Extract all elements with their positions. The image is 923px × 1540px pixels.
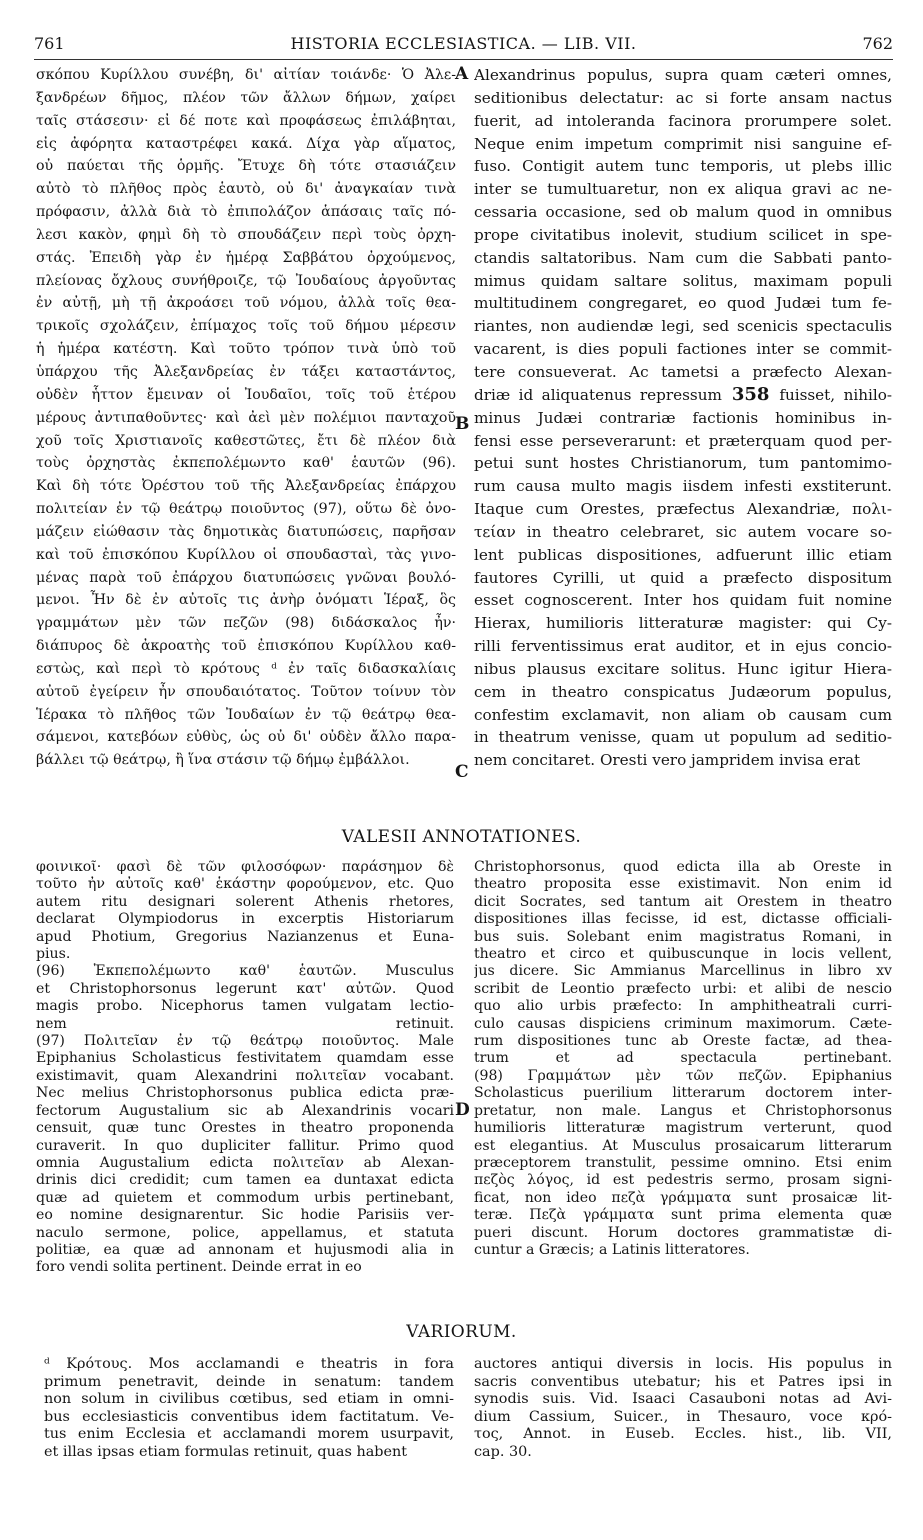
greek-text-line: ὑπάρχου τῆς Ἀλεξανδρείας ἐν τάξει καταστάντος, [36, 363, 456, 380]
running-title: HISTORIA ECCLESIASTICA. — LIB. VII. [290, 34, 637, 53]
greek-text-line: Καὶ δὴ τότε Ὀρέστου τοῦ τῆς Ἀλεξανδρείας ἐπάρχου [36, 478, 456, 495]
annotation-line: jus dicere. Sic Ammianus Marcellinus in libro xv [474, 963, 892, 980]
variorum-right-column [474, 1356, 892, 1462]
annotation-line: theatro et circo et quibuscunque in locis vellent, [474, 946, 892, 963]
variorum-line: cap. 30. [474, 1443, 532, 1460]
latin-text-line: ctandis saltatoribus. Nam cum die Sabbati panto- [474, 248, 892, 267]
variorum-line: τος, Annot. in Euseb. Eccles. hist., lib. VII, [474, 1426, 892, 1443]
greek-text-line: εστὼς, καὶ περὶ τὸ κρότους ᵈ ἐν ταῖς διδασκαλίαις [36, 660, 456, 677]
latin-text-line: Alexandrinus populus, supra quam cæteri omnes, [474, 66, 892, 84]
annotation-line: Scholasticus puerilium litterarum doctorem inter- [474, 1085, 892, 1102]
annotation-line: Epiphanius Scholasticus festivitatem quamdam esse [36, 1050, 454, 1067]
latin-text-line: cem in theatro conspicatus Judæorum populus, [474, 682, 892, 701]
greek-text-line: οὐδὲν ἧττον ἔμειναν οἱ Ἰουδαῖοι, τοῖς τοῦ ἑτέρου [36, 386, 456, 403]
latin-text-line: vacarent, is dies populi factiones inter se commit- [474, 340, 892, 359]
latin-text-line: multitudinem congregaret, eo quod Judæi tum fe- [474, 294, 892, 313]
annotation-line: est elegantius. At Musculus prosaicarum litterarum [474, 1137, 892, 1154]
annotation-line: et Christophorsonus legerunt κατ' αὐτῶν. Quod [36, 980, 454, 997]
annotation-line: culo causas dispiciens criminum maximorum. Cæte- [474, 1015, 892, 1032]
header-rule [34, 59, 893, 60]
annotation-line: magis probo. Nicephorus tamen vulgatam lectio- [36, 998, 454, 1015]
latin-text-line: fuso. Contigit autem tunc temporis, ut plebs illic [474, 157, 892, 176]
annotation-line: rum dispositiones tunc ab Oreste factæ, ad thea- [474, 1033, 892, 1050]
annotation-line: pueri discunt. Horum doctores grammatistæ di- [474, 1224, 892, 1241]
annotation-line: drinis dici credidit; cum tamen ea duntaxat edicta [36, 1172, 454, 1189]
greek-text-line: σάμενοι, κατεβόων εὐθὺς, ὡς οὐ δι' οὐδὲν ἄλλο παρα- [36, 729, 456, 746]
annotation-line: theatro proposita esse existimavit. Non enim id [474, 876, 892, 893]
greek-text-column [36, 64, 456, 772]
latin-text-line: prope civitatibus inolevit, studium scilicet in spe- [474, 225, 892, 244]
greek-text-line: λεσι κακὸν, φημὶ δὴ τὸ σπουδάζειν περὶ τοὺς ὀρχη- [36, 226, 456, 243]
variorum-section-title: VARIORUM. [406, 1322, 517, 1342]
annotation-line: (98) Γραμμάτων μὲν τῶν πεζῶν. Epiphanius [474, 1067, 892, 1084]
variorum-left-column [44, 1356, 454, 1462]
annotation-line: nem retinuit. [36, 1015, 454, 1032]
latin-text-line: fautores Cyrilli, ut quid a præfecto dispositum [474, 568, 892, 587]
margin-marker-d: D [455, 1100, 470, 1120]
latin-text-column [474, 64, 892, 772]
annotation-line: (97) Πολιτεῖαν ἐν τῷ θεάτρῳ ποιοῦντος. Male [36, 1033, 454, 1050]
greek-text-line: τοὺς ὀρχηστὰς ἐκπεπολέμωντο καθ' ἑαυτῶν (96). [36, 455, 456, 472]
greek-text-line: εἰς ἀφόρητα καταστρέφει κακά. Δίχα γὰρ αἵματος, [36, 135, 456, 152]
latin-text-line: petui sunt hostes Christianorum, tum pantomimo- [474, 454, 892, 473]
greek-text-line: μέρους ἀντιπαθοῦντες· καὶ ἀεὶ μὲν πολέμιοι πανταχοῦ [36, 409, 456, 426]
variorum-line: synodis suis. Vid. Isaaci Casauboni notas ad Avi- [474, 1391, 892, 1408]
greek-text-line: διάπυρος δὲ ἀκροατὴς τοῦ ἐπισκόπου Κυρίλλου καθ- [36, 638, 456, 655]
latin-text-line: mimus quidam saltare solitus, maximam populi [474, 271, 892, 290]
greek-text-line: μένας παρὰ τοῦ ἐπάρχου διατυπώσεις γνῶναι βουλό- [36, 569, 456, 586]
latin-text-line: fuerit, ad intoleranda facinora prorumpere solet. [474, 111, 892, 130]
greek-text-line: πλείονας ὄχλους συνήθροιζε, τῷ Ἰουδαίους ἀργοῦντας [36, 272, 456, 289]
latin-text-line: in theatrum venisse, quam ut populum ad seditio- [474, 728, 892, 747]
greek-text-line: ἡ ἡμέρα κατέστη. Καὶ τοῦτο τρόπον τινὰ ὑπὸ τοῦ [36, 341, 456, 358]
margin-marker-c: C [455, 762, 469, 782]
greek-text-line: ταῖς στάσεσιν· εἰ δέ ποτε καὶ προφάσεως ἐπιλάβηται, [36, 112, 456, 129]
annotation-line: πεζὸς λόγος, id est pedestris sermo, prosam signi- [474, 1172, 892, 1189]
annotation-line: præceptorem transtulit, pessime omnino. Etsi enim [474, 1154, 892, 1171]
annotation-line: humilioris litteraturæ magistrum verterunt, quod [474, 1120, 892, 1137]
annotations-right-column [474, 859, 892, 1259]
latin-text-line: rilli ferventissimus erat auditor, et in ejus concio- [474, 637, 892, 656]
annotation-line: quæ ad quietem et commodum urbis pertinebant, [36, 1189, 454, 1206]
latin-text-line: nem concitaret. Oresti vero jampridem invisa erat [474, 751, 861, 770]
variorum-line: dium Cassium, Suicer., in Thesauro, voce κρό- [474, 1408, 892, 1425]
valesii-section-title: VALESII ANNOTATIONES. [341, 827, 582, 847]
annotation-line: trum et ad spectacula pertinebant. [474, 1050, 892, 1067]
annotation-line: pretatur, non male. Langus et Christophorsonus [474, 1102, 892, 1119]
latin-text-line: inter se tumultuaretur, non ex aliqua gravi ac ne- [474, 180, 892, 199]
greek-text-line: στάς. Ἐπειδὴ γὰρ ἐν ἡμέρᾳ Σαββάτου ὀρχούμενος, [36, 249, 456, 266]
variorum-line: tus enim Ecclesia et acclamandi morem usurpavit, [44, 1426, 454, 1443]
variorum-line: bus ecclesiasticis conventibus idem factitatum. Ve- [44, 1408, 454, 1425]
latin-text-line: seditionibus delectatur: ac si forte ansam nactus [474, 88, 892, 107]
annotation-line: politiæ, ea quæ ad annonam et hujusmodi alia in [36, 1241, 454, 1258]
annotation-line: scribit de Leontio præfecto urbi: et alibi de nescio [474, 980, 892, 997]
greek-text-line: αὐτοῦ ἐγείρειν ἦν σπουδαιότατος. Τοῦτον τοίνυν τὸν [36, 683, 456, 700]
greek-text-line: μενοι. Ἦν δὲ ἐν αὐτοῖς τις ἀνὴρ ὀνόματι Ἱέραξ, ὃς [36, 592, 456, 609]
variorum-line: et illas ipsas etiam formulas retinuit, quas habent [44, 1443, 408, 1460]
latin-text-line: Hierax, humilioris litteraturæ magister: qui Cy- [474, 614, 892, 633]
greek-text-line: Ἱέρακα τὸ πλῆθος τῶν Ἰουδαίων ἐν τῷ θεάτρῳ θεα- [36, 706, 456, 723]
latin-text-line: cessaria occasione, sed ob malum quod in omnibus [474, 203, 892, 222]
variorum-line: auctores antiqui diversis in locis. His populus in [474, 1356, 892, 1372]
annotation-line: Christophorsonus, quod edicta illa ab Oreste in [474, 859, 892, 875]
annotation-line: ficat, non ideo πεζὰ γράμματα sunt prosaicæ lit- [474, 1189, 892, 1206]
greek-text-line: σκόπου Κυρίλλου συνέβη, δι' αἰτίαν τοιάνδε· Ὁ Ἀλε- [36, 67, 456, 83]
annotation-line: existimavit, quam Alexandrini πολιτεῖαν vocabant. [36, 1067, 454, 1084]
annotation-line: autem ritu designari solerent Athenis rhetores, [36, 893, 454, 910]
variorum-line: sacris conventibus utebatur; his et Patres ipsi in [474, 1373, 892, 1390]
latin-text-line: τείαν in theatro celebraret, sic autem vocare so- [474, 522, 892, 541]
latin-line-tail: fuisset, nihilo- [779, 385, 892, 404]
greek-text-line: οὐ παύεται τῆς ὁρμῆς. Ἔτυχε δὴ τότε στασιάζειν [36, 158, 456, 175]
variorum-line: non solum in civilibus cœtibus, sed etiam in omni- [44, 1391, 454, 1408]
latin-text-line: lent publicas dispositiones, adfuerunt illic etiam [474, 545, 892, 564]
annotation-line: eo nomine designarentur. Sic hodie Parisiis ver- [36, 1207, 454, 1224]
annotation-line: dispositiones illas fecisse, id est, dictasse officiali- [474, 911, 892, 928]
annotation-line: cuntur a Græcis; a Latinis litteratores. [474, 1241, 750, 1258]
latin-text-line: tere consueverat. Ac tametsi a præfecto Alexan- [474, 362, 892, 381]
variorum-line: primum penetravit, deinde in senatum: tandem [44, 1373, 454, 1390]
greek-text-line: αὐτὸ τὸ πλῆθος πρὸς ἑαυτὸ, οὐ δι' ἀναγκαίαν τινὰ [36, 181, 456, 198]
annotation-line: foro vendi solita pertinent. Deinde errat in eo [36, 1259, 362, 1276]
greek-text-line: γραμμάτων μὲν τῶν πεζῶν (98) διδάσκαλος ἦν· [36, 615, 456, 632]
page-number-right: 762 [862, 34, 893, 53]
latin-text-line: minus Judæi contrariæ factionis hominibus in- [474, 408, 892, 427]
annotation-line: Nec melius Christophorsonus publica edicta præ- [36, 1085, 454, 1102]
latin-text-line: riantes, non audiendæ legi, sed scenicis spectaculis [474, 317, 892, 336]
column-number: 358 [721, 383, 780, 405]
annotation-line: omnia Augustalium edicta πολιτεῖαν ab Alexan- [36, 1154, 454, 1171]
variorum-line: ᵈ Κρότους. Mos acclamandi e theatris in fora [44, 1356, 454, 1372]
greek-text-line: πολιτείαν ἐν τῷ θεάτρῳ ποιοῦντος (97), οὕτω δὲ ὀνο- [36, 501, 456, 518]
annotation-line: fectorum Augustalium sic ab Alexandrinis vocari [36, 1102, 454, 1119]
annotation-line: bus suis. Solebant enim magistratus Romani, in [474, 928, 892, 945]
greek-text-line: χοῦ τοῖς Χριστιανοῖς καθεστῶτες, ἔτι δὲ πλέον διὰ [36, 432, 456, 449]
latin-text-line: Itaque cum Orestes, præfectus Alexandriæ, πολι- [474, 500, 892, 519]
annotation-line: dicit Socrates, sed tantum ait Orestem in theatro [474, 893, 892, 910]
latin-text-line: nibus plausus excitare solitus. Hunc igitur Hiera- [474, 659, 892, 678]
greek-text-line: βάλλει τῷ θεάτρῳ, ἢ ἵνα στάσιν τῷ δήμῳ ἐμβάλλοι. [36, 752, 410, 769]
margin-marker-b: B [455, 414, 470, 434]
latin-text-line: rum causa multo magis iisdem infesti exstiterunt. [474, 477, 892, 496]
greek-text-line: καὶ τοῦ ἐπισκόπου Κυρίλλου οἱ σπουδασταὶ, τὰς γινο- [36, 546, 456, 563]
annotation-line: teræ. Πεζὰ γράμματα sunt prima elementa quæ [474, 1207, 892, 1224]
greek-text-line: πρόφασιν, ἀλλὰ διὰ τὸ ἐπιπολάζον ἁπάσαις ταῖς πό- [36, 204, 456, 221]
annotation-line: quo alio urbis præfecto: In amphitheatrali curri- [474, 998, 892, 1015]
annotation-line: (96) Ἐκπεπολέμωντο καθ' ἑαυτῶν. Musculus [36, 963, 454, 980]
page-number-left: 761 [34, 34, 65, 53]
annotation-line: apud Photium, Gregorius Nazianzenus et Euna- [36, 928, 454, 945]
greek-text-line: ξανδρέων δῆμος, πλέον τῶν ἄλλων δήμων, χαίρει [36, 89, 456, 106]
annotation-line: pius. [36, 946, 71, 963]
latin-text-line: confestim exclamavit, non aliam ob causam cum [474, 705, 892, 724]
annotations-left-column [36, 859, 454, 1277]
latin-text-line: fensi esse perseverarunt: et præterquam quod per- [474, 431, 892, 450]
margin-marker-a: A [455, 64, 469, 84]
latin-text-line: driæ id aliquatenus repressum 358 fuisset, nihilo- [474, 383, 892, 405]
latin-text-line: esset cognoscerent. Inter hos quidam fuit nomine [474, 591, 892, 610]
annotation-line: naculo sermone, police, appellamus, et statuta [36, 1224, 454, 1241]
running-header [34, 34, 893, 58]
annotation-line: φοινικοῖ· φασὶ δὲ τῶν φιλοσόφων· παράσημον δὲ [36, 859, 454, 875]
annotation-line: declarat Olympiodorus in excerptis Historiarum [36, 911, 454, 928]
annotation-line: censuit, quæ tunc Orestes in theatro proponenda [36, 1120, 454, 1137]
latin-text-line: Neque enim impetum comprimit nisi sanguine ef- [474, 134, 892, 153]
greek-text-line: τρικοῖς σχολάζειν, ἐπίμαχος τοῖς τοῦ δήμου μέρεσιν [36, 318, 456, 335]
greek-text-line: μάζειν εἰώθασιν τὰς δημοτικὰς διατυπώσεις, παρῆσαν [36, 523, 456, 540]
annotation-line: curaverit. In quo dupliciter fallitur. Primo quod [36, 1137, 454, 1154]
annotation-line: τοῦτο ἦν αὐτοῖς καθ' ἑκάστην φορούμενον, etc. Quo [36, 876, 454, 893]
greek-text-line: ἐν αὐτῇ, μὴ τῇ ἀκροάσει τοῦ νόμου, ἀλλὰ τοῖς θεα- [36, 295, 456, 312]
